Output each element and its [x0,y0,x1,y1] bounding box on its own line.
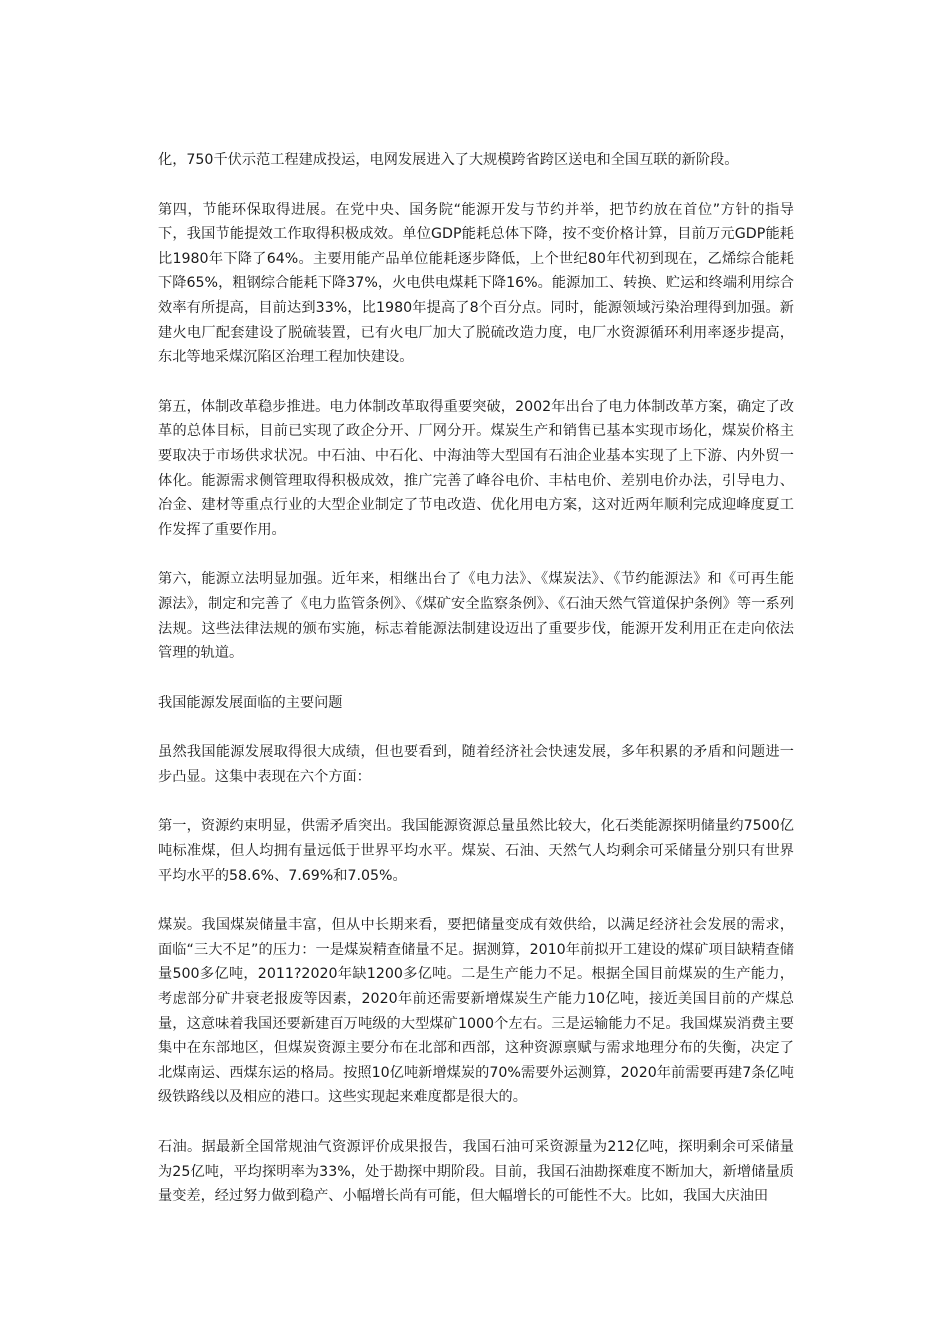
document-body [158,148,794,1234]
paragraph-4: 第六，能源立法明显加强。近年来，相继出台了《电力法》、《煤炭法》、《节约能源法》和《可再生能源法》，制定和完善了《电力监管条例》、《煤矿安全监察条例》、《石油天然气管道保护条例》等一系列法规。这些法律法规的颁布实施，标志着能源法制建设迈出了重要步伐，能源开发利用正在走向依法管理的轨道。 [158,571,794,662]
paragraph-8: 石油。据最新全国常规油气资源评价成果报告，我国石油可采资源量为212亿吨，探明剩余可采储量为25亿吨，平均探明率为33%，处于勘探中期阶段。目前，我国石油勘探难度不断加大，新增储量质量变差，经过努力做到稳产、小幅增长尚有可能，但大幅增长的可能性不大。比如，我国大庆油田 [158,1139,794,1205]
paragraph-1: 化，750千伏示范工程建成投运，电网发展进入了大规模跨省跨区送电和全国互联的新阶段。 [158,152,739,168]
section-heading: 我国能源发展面临的主要问题 [158,694,343,711]
paragraph-6: 第一，资源约束明显，供需矛盾突出。我国能源资源总量虽然比较大，化石类能源探明储量约7500亿吨标准煤，但人均拥有量远低于世界平均水平。煤炭、石油、天然气人均剩余可采储量分别只有世界平均水平的58.6%、7.69%和7.05%。 [158,818,794,884]
paragraph-7: 煤炭。我国煤炭储量丰富，但从中长期来看，要把储量变成有效供给，以满足经济社会发展的需求，面临“三大不足”的压力：一是煤炭精查储量不足。据测算，2010年前拟开工建设的煤矿项目缺精查储量500多亿吨，2011?2020年缺1200多亿吨。二是生产能力不足。根据全国目前煤炭的生产能力，考虑部分矿井衰老报废等因素，2020年前还需要新增煤炭生产能力10亿吨，接近美国目前的产煤总量，这意味着我国还要新建百万吨级的大型煤矿1000个左右。三是运输能力不足。我国煤炭消费主要集中在东部地区，但煤炭资源主要分布在北部和西部，这种资源禀赋与需求地理分布的失衡，决定了北煤南运、西煤东运的格局。按照10亿吨新增煤炭的70%需要外运测算，2020年前需要再建7条亿吨级铁路线以及相应的港口。这些实现起来难度都是很大的。 [158,917,794,1106]
paragraph-5: 虽然我国能源发展取得很大成绩，但也要看到，随着经济社会快速发展，多年积累的矛盾和问题进一步凸显。这集中表现在六个方面： [158,744,794,785]
paragraph-2: 第四，节能环保取得进展。在党中央、国务院“能源开发与节约并举，把节约放在首位”方针的指导下，我国节能提效工作取得积极成效。单位GDP能耗总体下降，按不变价格计算，目前万元GDP能耗比1980年下降了64%。主要用能产品单位能耗逐步降低，上个世纪80年代初到现在，乙烯综合能耗下降65%，粗钢综合能耗下降37%，火电供电煤耗下降16%。能源加工、转换、贮运和终端利用综合效率有所提高，目前达到33%，比1980年提高了8个百分点。同时，能源领域污染治理得到加强。新建火电厂配套建设了脱硫装置，已有火电厂加大了脱硫改造力度，电厂水资源循环利用率逐步提高，东北等地采煤沉陷区治理工程加快建设。 [158,201,794,366]
paragraph-3: 第五，体制改革稳步推进。电力体制改革取得重要突破，2002年出台了电力体制改革方案，确定了改革的总体目标，目前已实现了政企分开、厂网分开。煤炭生产和销售已基本实现市场化，煤炭价格主要取决于市场供求状况。中石油、中石化、中海油等大型国有石油企业基本实现了上下游、内外贸一体化。能源需求侧管理取得积极成效，推广完善了峰谷电价、丰枯电价、差别电价办法，引导电力、冶金、建材等重点行业的大型企业制定了节电改造、优化用电方案，这对近两年顺利完成迎峰度夏工作发挥了重要作用。 [158,398,794,538]
